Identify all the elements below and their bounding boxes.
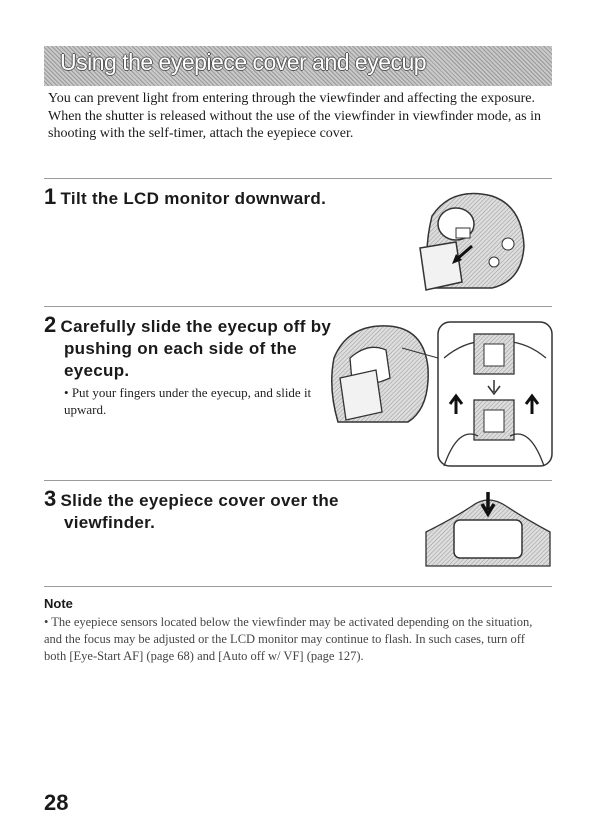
step-heading-cont: eyecup. — [64, 361, 130, 380]
step-1 — [44, 186, 326, 210]
step-heading: Tilt the LCD monitor downward. — [60, 189, 327, 208]
step-heading: Carefully slide the eyecup off by — [60, 317, 332, 336]
divider — [44, 480, 552, 481]
step-number: 3 — [44, 486, 57, 511]
eyepiece-cover-illustration — [424, 488, 552, 568]
step-number: 1 — [44, 184, 57, 209]
note-text — [44, 614, 534, 665]
step-number: 2 — [44, 312, 57, 337]
step-2 — [44, 314, 331, 382]
bullet-dot: • — [44, 615, 52, 629]
intro-paragraph: You can prevent light from entering through the viewfinder and affecting the exposure. When the shutter is released without the use of the viewfinder in viewfinder mode, as in shooting with the self-timer, attach the eyepiece cover. — [48, 91, 541, 141]
step-3 — [44, 488, 339, 534]
step-heading: Slide the eyepiece cover over the — [60, 491, 339, 510]
divider — [44, 306, 552, 307]
step-heading-cont: pushing on each side of the — [64, 339, 297, 358]
section-title: Using the eyepiece cover and eyecup — [60, 49, 427, 75]
divider — [44, 586, 552, 587]
bullet-dot: • — [64, 385, 72, 400]
bullet-text: Put your fingers under the eyecup, and slide it upward. — [64, 385, 312, 417]
step-heading-cont: viewfinder. — [64, 513, 156, 532]
step-2-bullet — [64, 384, 314, 418]
divider — [44, 178, 552, 179]
note-body: The eyepiece sensors located below the viewfinder may be activated depending on the situation, and the focus may be adjusted or the LCD monitor may continue to flash. In such cases, turn off both [Eye-Start AF] (page 68) and [Auto off w/ VF] (page 127). — [44, 615, 533, 663]
eyecup-removal-illustration — [328, 318, 554, 468]
page-number: 28 — [44, 790, 69, 815]
camera-lcd-tilt-illustration — [412, 186, 528, 296]
section-title-bar — [44, 46, 552, 86]
note-heading: Note — [44, 596, 73, 611]
